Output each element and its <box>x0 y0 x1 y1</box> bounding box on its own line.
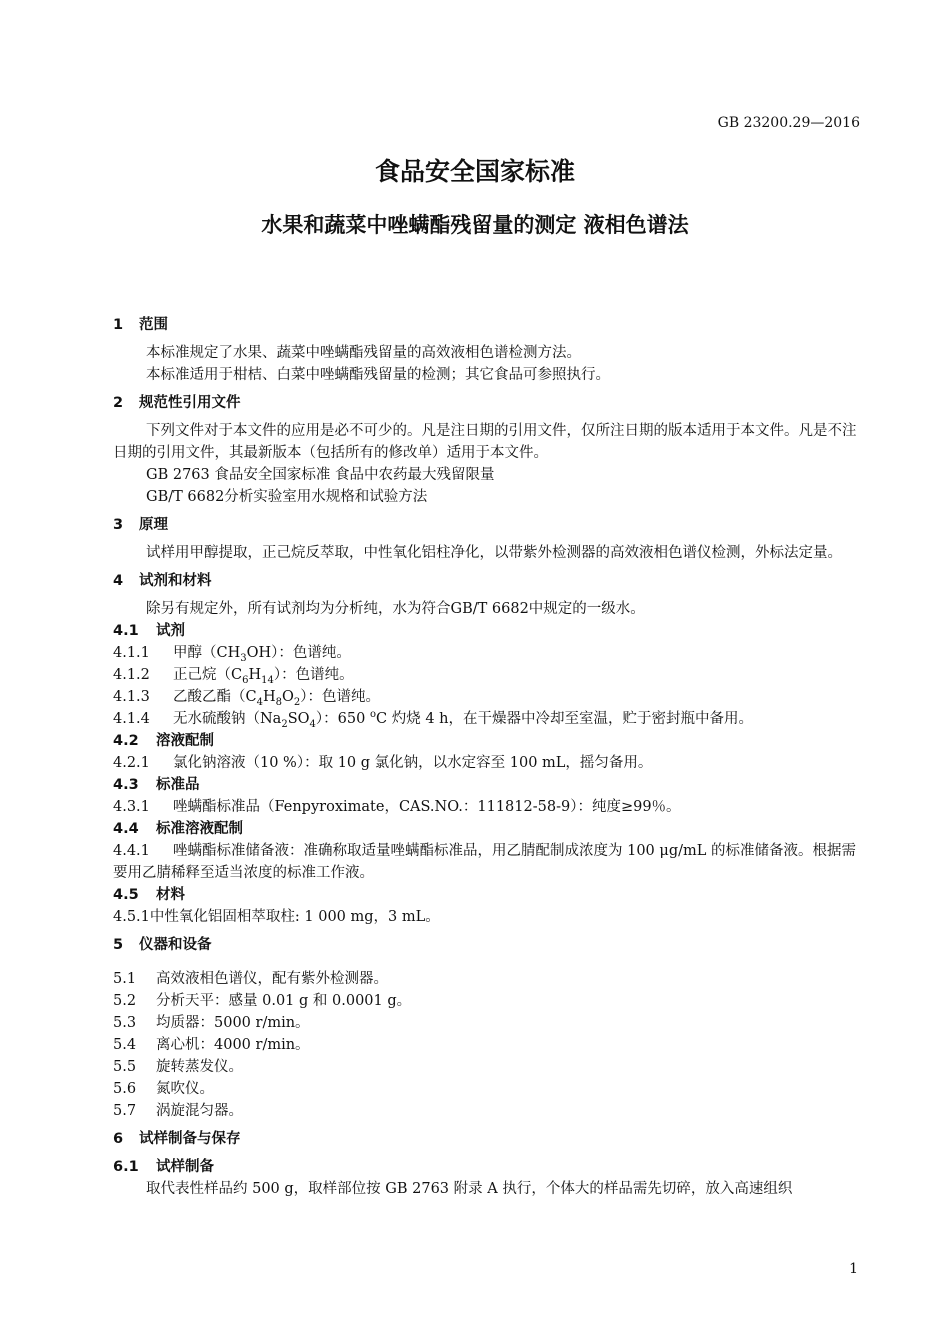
list-item: 5.7 涡旋混匀器。 <box>113 1103 243 1119</box>
subsection-heading: 4.2 溶液配制 <box>113 733 214 749</box>
section-2-heading: 2 规范性引用文件 <box>113 395 241 411</box>
list-item: 5.1 高效液相色谱仪，配有紫外检测器。 <box>113 971 388 987</box>
section-3-heading: 3 原理 <box>113 517 168 533</box>
list-item: 5.5 旋转蒸发仪。 <box>113 1059 243 1075</box>
reference-item: GB/T 6682分析实验室用水规格和试验方法 <box>146 489 428 505</box>
list-item: 4.1.1 甲醇$(CH_3OH)$：色谱纯。 <box>113 645 351 664</box>
paragraph: 本标准规定了水果、蔬菜中唑螨酯残留量的高效液相色谱检测方法。 <box>146 345 581 361</box>
subsection-heading: 6.1 试样制备 <box>113 1159 214 1175</box>
list-item: 4.3.1 唑螨酯标准品（Fenpyroximate，CAS.NO.：111812-58-9）：纯度≥99％。 <box>113 799 681 815</box>
list-item: 5.4 离心机：4000 r/min。 <box>113 1037 310 1053</box>
section-1-heading: 1 范围 <box>113 317 168 333</box>
list-item: 5.2 分析天平：感量 0.01 g 和 0.0001 g。 <box>113 993 412 1009</box>
paragraph: 取代表性样品约 500 g，取样部位按 GB 2763 附录 A 执行，个体大的样品需先切碎，放入高速组织 <box>146 1181 793 1197</box>
equipment-list <box>113 968 861 1122</box>
list-item: 4.1.4 无水硫酸钠$(Na_2SO_4)$：650 $^o$C 灼烧 4 h，在干燥器中冷却至室温，贮于密封瓶中备用。 <box>113 709 753 730</box>
paragraph: 下列文件对于本文件的应用是必不可少的。凡是注日期的引用文件，仅所注日期的版本适用于本文件。凡是不注日期的引用文件，其最新版本（包括所有的修改单）适用于本文件。 <box>113 423 857 461</box>
list-item: 4.1.2 正己烷$(C_6H_{14})$：色谱纯。 <box>113 667 354 686</box>
list-item: 4.5.1中性氧化铝固相萃取柱: 1 000 mg，3 mL。 <box>113 909 440 925</box>
standard-code: GB 23200.29—2016 <box>717 115 860 131</box>
section-5-heading: 5 仪器和设备 <box>113 937 212 953</box>
sub-title: 水果和蔬菜中唑螨酯残留量的测定 液相色谱法 <box>261 213 689 237</box>
section-4-heading: 4 试剂和材料 <box>113 573 212 589</box>
paragraph: 试样用甲醇提取，正己烷反萃取，中性氧化铝柱净化，以带紫外检测器的高效液相色谱仪检测，外标法定量。 <box>146 545 842 561</box>
paragraph: 本标准适用于柑桔、白菜中唑螨酯残留量的检测；其它食品可参照执行。 <box>146 367 610 383</box>
list-item: 5.6 氮吹仪。 <box>113 1081 214 1097</box>
list-item: 5.3 均质器：5000 r/min。 <box>113 1015 310 1031</box>
document-body <box>113 314 861 1200</box>
subsection-heading: 4.4 标准溶液配制 <box>113 821 243 837</box>
section-6-heading: 6 试样制备与保存 <box>113 1131 241 1147</box>
paragraph: 除另有规定外，所有试剂均为分析纯，水为符合GB/T 6682中规定的一级水。 <box>146 601 645 617</box>
list-item: 4.2.1 氯化钠溶液（10 %）：取 10 g 氯化钠，以水定容至 100 mL，摇匀备用。 <box>113 755 653 771</box>
page-number: 1 <box>849 1261 858 1277</box>
list-item: 4.1.3 乙酸乙酯$(C_4H_8O_2)$：色谱纯。 <box>113 689 381 708</box>
list-item: 4.4.1 唑螨酯标准储备液：准确称取适量唑螨酯标准品，用乙腈配制成浓度为 100 μg/mL 的标准储备液。根据需要用乙腈稀释至适当浓度的标准工作液。 <box>113 843 856 881</box>
subsection-heading: 4.3 标准品 <box>113 777 200 793</box>
subsection-heading: 4.1 试剂 <box>113 623 185 639</box>
reference-item: GB 2763 食品安全国家标准 食品中农药最大残留限量 <box>146 467 495 483</box>
subsection-heading: 4.5 材料 <box>113 887 185 903</box>
main-title: 食品安全国家标准 <box>374 157 575 186</box>
